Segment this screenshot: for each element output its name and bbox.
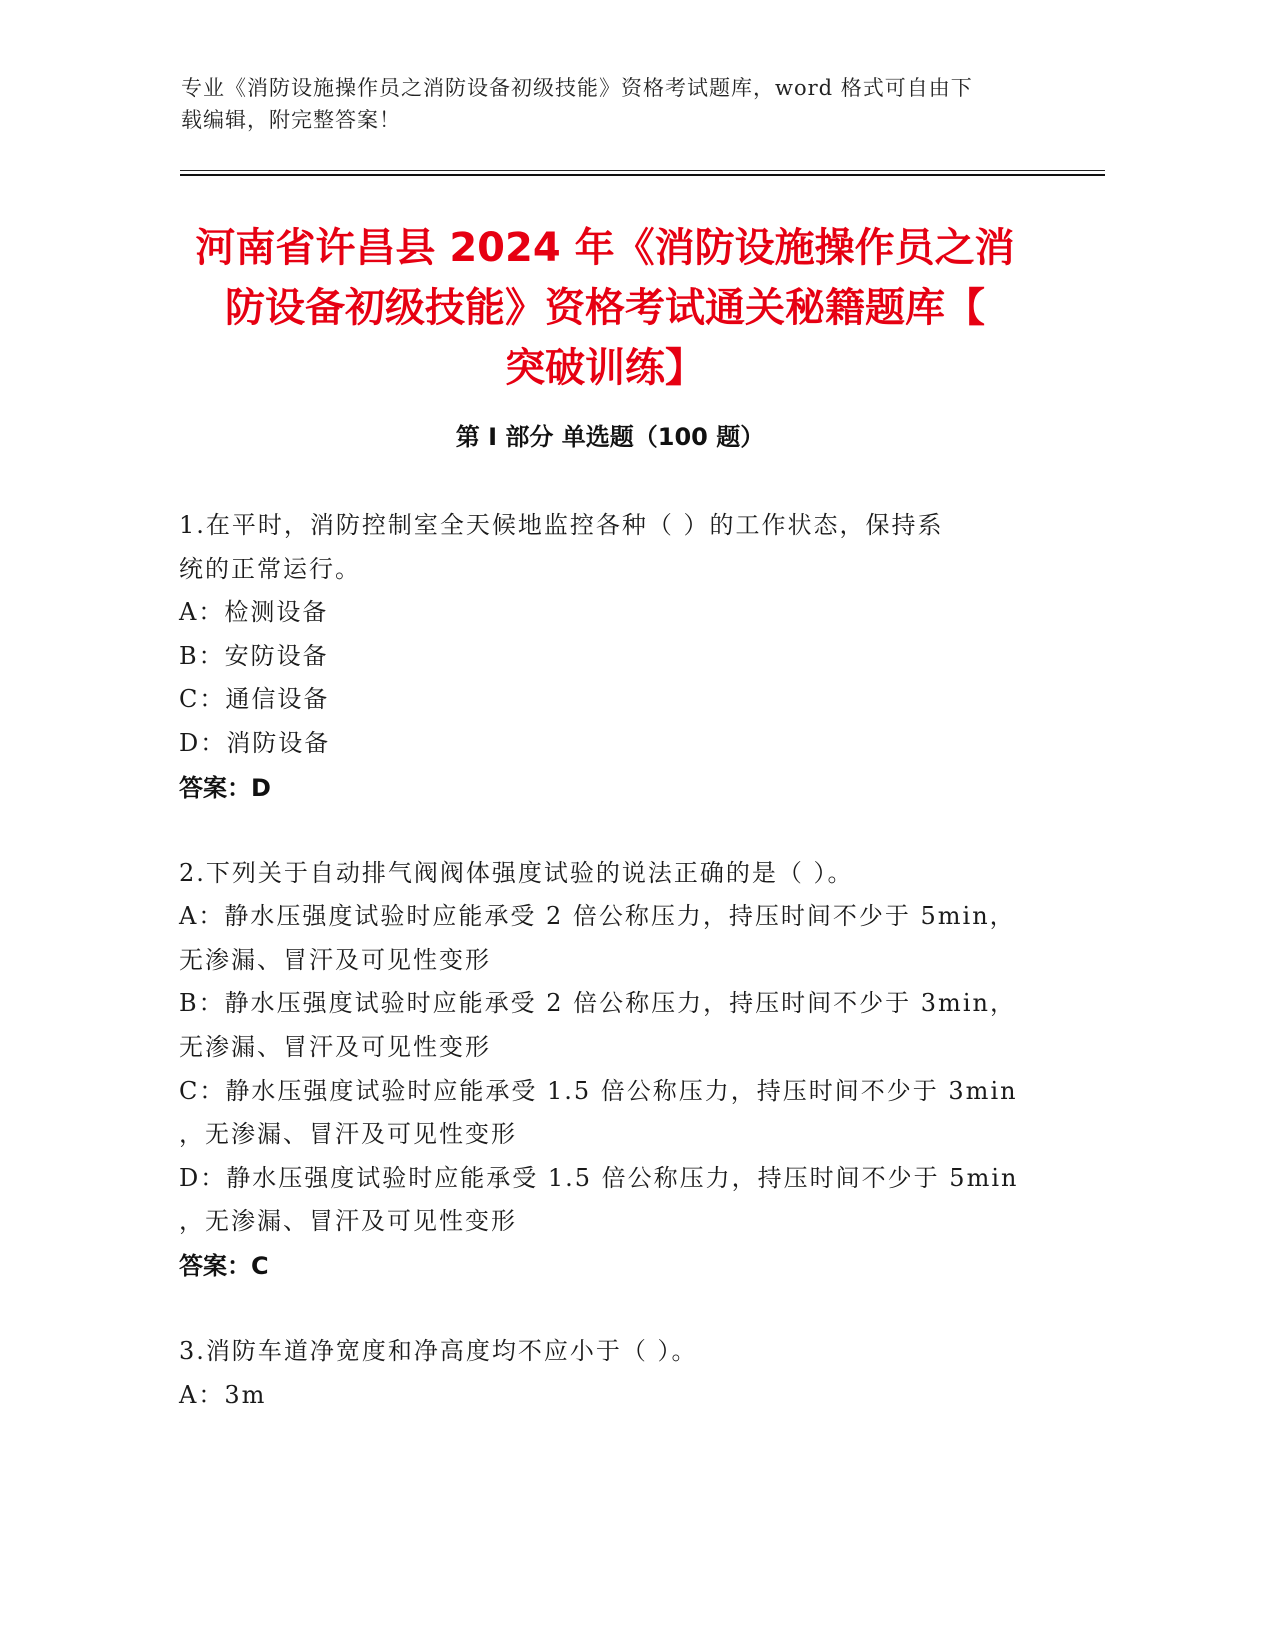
option-a: A：静水压强度试验时应能承受 2 倍公称压力，持压时间不少于 5min， (179, 902, 1016, 931)
header-note-line: 载编辑，附完整答案！ (181, 108, 401, 132)
answer: 答案：D (179, 773, 271, 802)
section-heading: 第 I 部分 单选题（100 题） (455, 423, 765, 451)
header-divider-thick (180, 174, 1105, 176)
question-stem: 1.在平时，消防控制室全天候地监控各种（ ）的工作状态，保持系 (179, 511, 944, 539)
option-b-continued: 无渗漏、冒汗及可见性变形 (179, 1032, 491, 1061)
option-a-continued: 无渗漏、冒汗及可见性变形 (179, 945, 491, 974)
document-title (160, 218, 1050, 398)
option-d: D：静水压强度试验时应能承受 1.5 倍公称压力，持压时间不少于 5min (179, 1163, 1019, 1192)
question-stem: 统的正常运行。 (179, 554, 361, 583)
answer: 答案：C (179, 1251, 269, 1280)
option-d: D：消防设备 (179, 728, 331, 757)
question-list (179, 504, 1049, 1459)
title-line: 突破训练】 (505, 345, 705, 391)
question-2 (179, 852, 1049, 1288)
option-a: A：检测设备 (179, 598, 329, 627)
option-c-continued: ，无渗漏、冒汗及可见性变形 (179, 1120, 517, 1149)
title-line: 河南省许昌县 2024 年《消防设施操作员之消 (195, 225, 1015, 271)
header-note-line: 专业《消防设施操作员之消防设备初级技能》资格考试题库，word 格式可自由下 (181, 76, 973, 100)
option-b: B：安防设备 (179, 641, 329, 670)
option-b: B：静水压强度试验时应能承受 2 倍公称压力，持压时间不少于 3min， (179, 989, 1016, 1018)
header-divider-thin (180, 170, 1105, 171)
option-d-continued: ，无渗漏、冒汗及可见性变形 (179, 1207, 517, 1236)
question-stem: 2.下列关于自动排气阀阀体强度试验的说法正确的是（ ）。 (179, 858, 854, 887)
option-a: A：3m (179, 1380, 267, 1409)
title-line: 防设备初级技能》资格考试通关秘籍题库【 (225, 285, 985, 331)
option-c: C：静水压强度试验时应能承受 1.5 倍公称压力，持压时间不少于 3min (179, 1076, 1018, 1105)
question-stem: 3.消防车道净宽度和净高度均不应小于（ ）。 (179, 1336, 698, 1365)
header-note (181, 72, 1031, 136)
option-c: C：通信设备 (179, 685, 330, 714)
question-3 (179, 1330, 1049, 1417)
question-1 (179, 504, 1049, 810)
